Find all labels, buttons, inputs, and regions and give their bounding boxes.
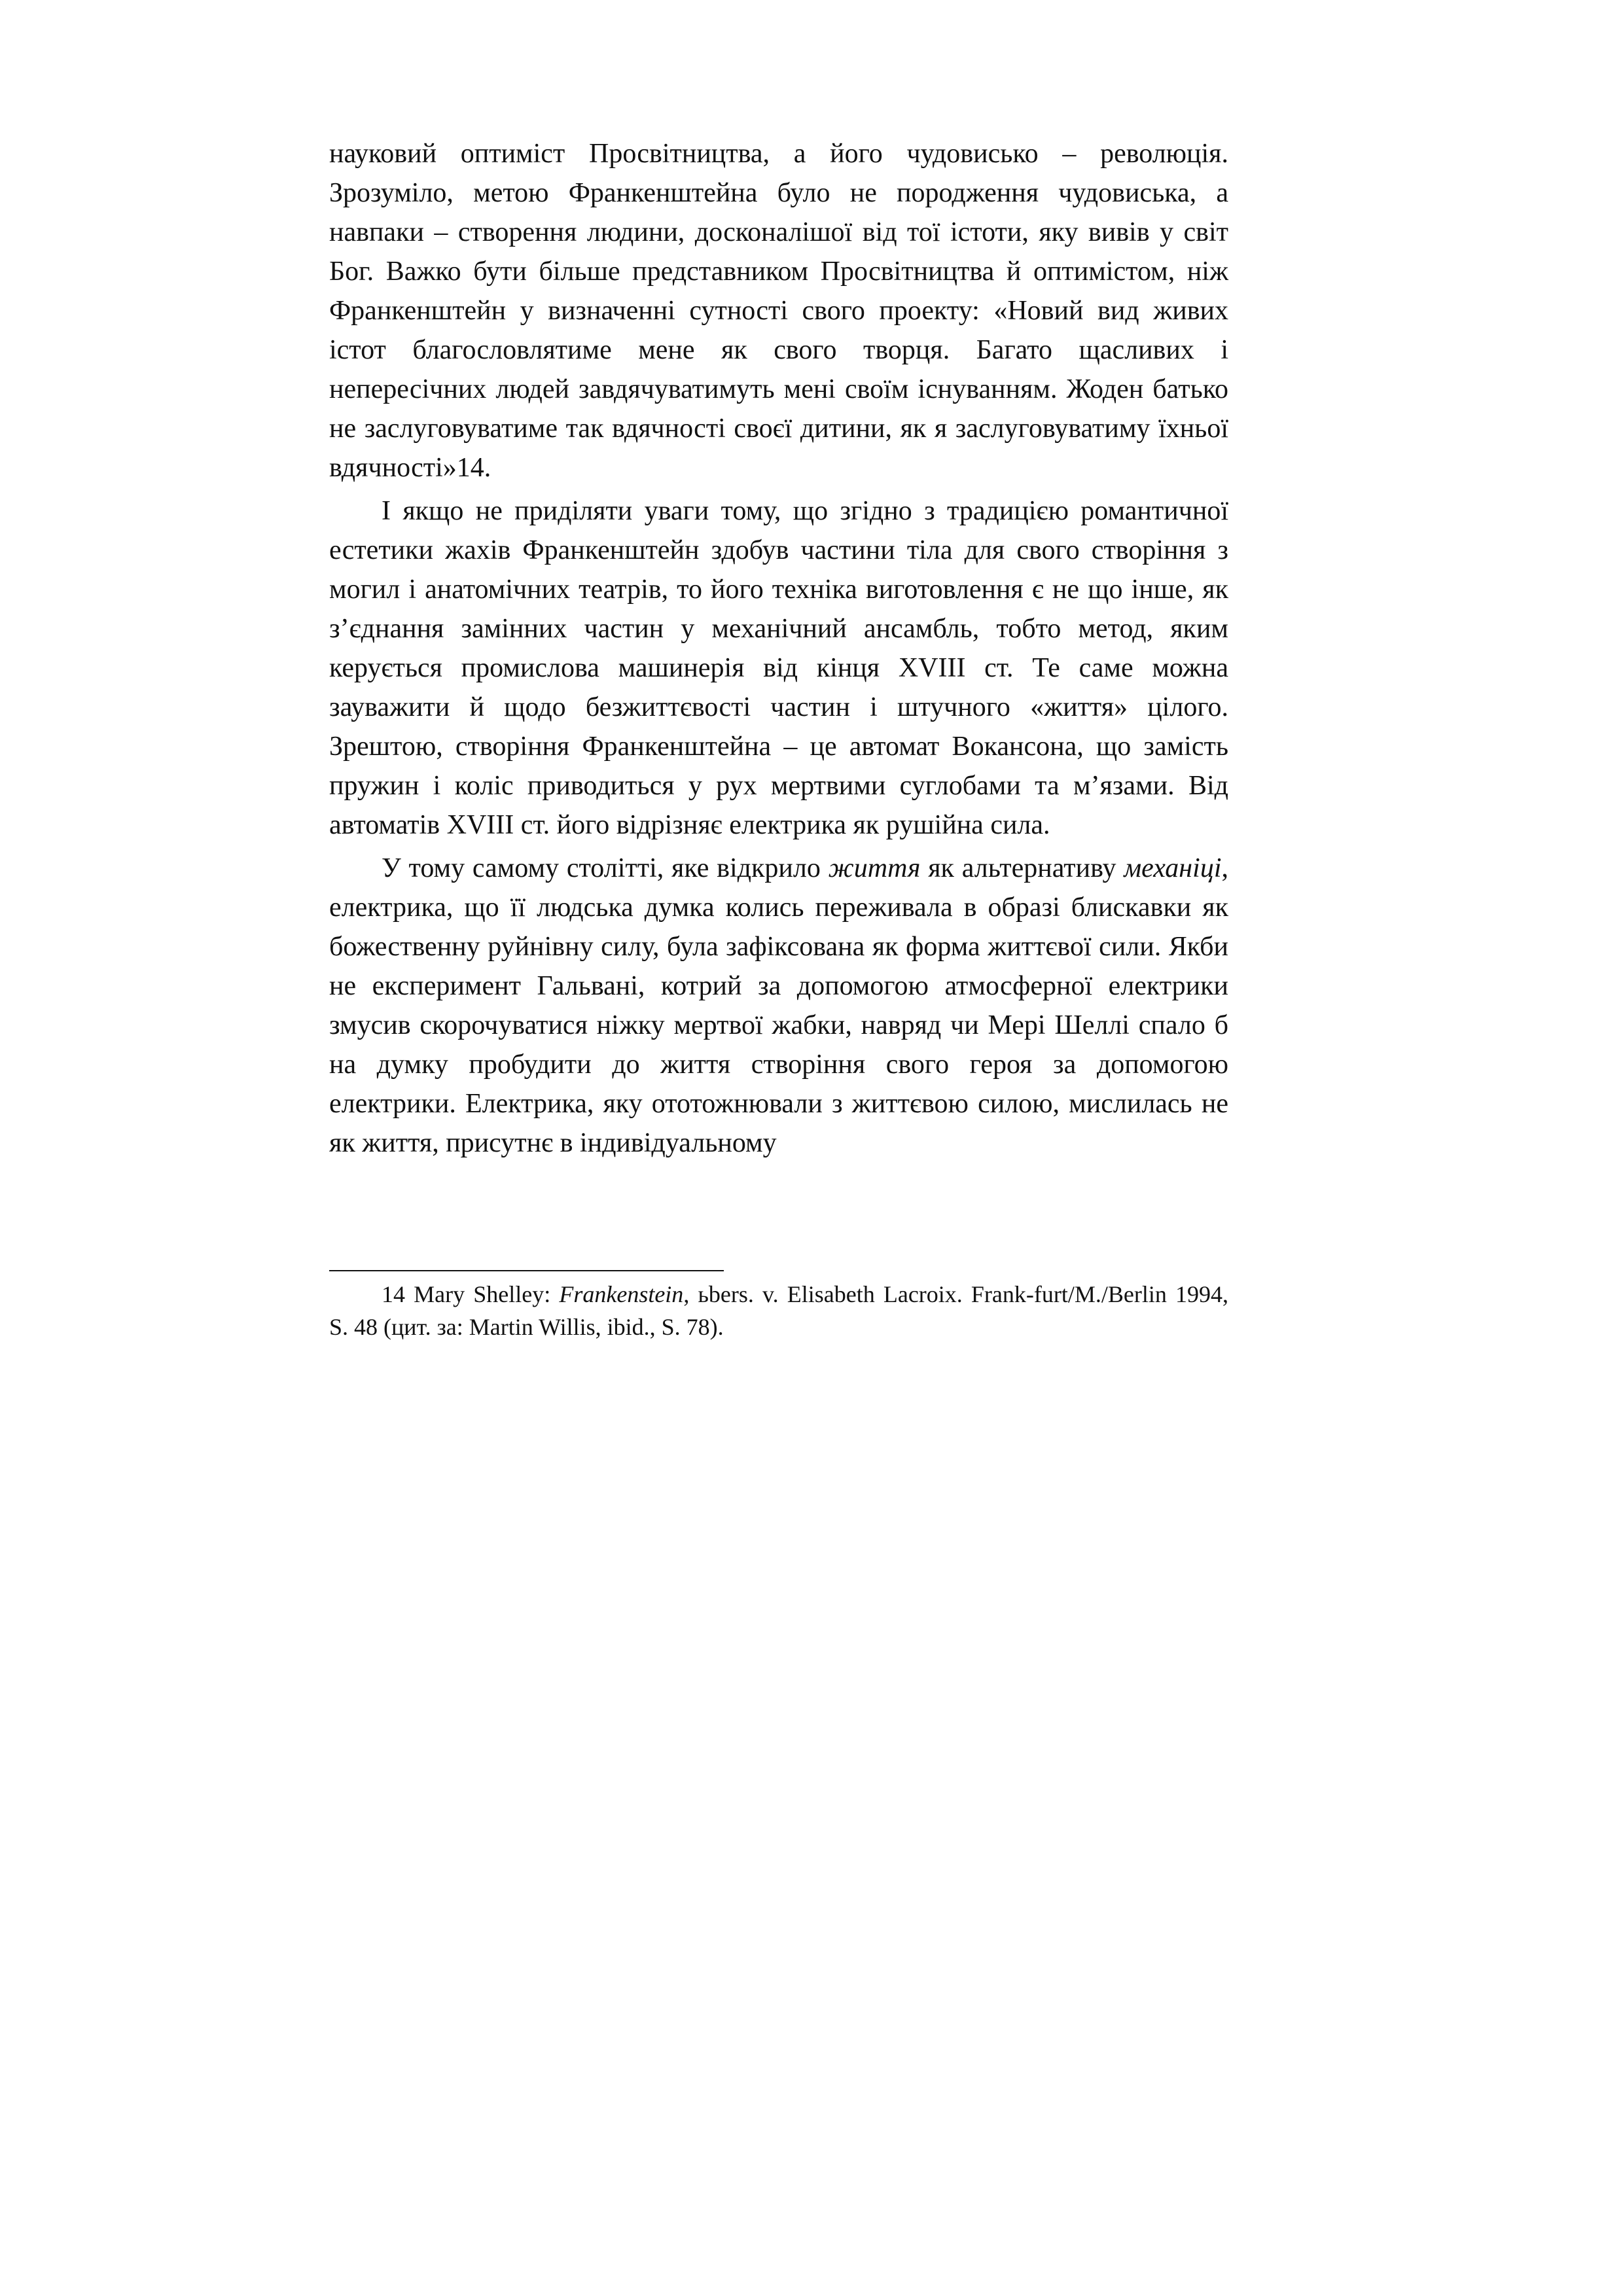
paragraph-2: І якщо не приділяти уваги тому, що згідно з традицією романтичної естетики жахів Франкенштейн здобув частини тіла для свого створіння з могил і анатомічних театрів, то його техніка виготовлення є не що інше, як з’єднання замінних частин у механічний ансамбль, тобто метод, яким керується промислова машинерія від кінця XVIII ст. Те саме можна зауважити й щодо безжиттєвості частин і штучного «життя» цілого. Зрештою, створіння Франкенштейна – це автомат Вокансона, що замість пружин і коліс приводиться у рух мертвими суглобами та м’язами. Від автоматів XVIII ст. його відрізняє електрика як рушійна сила. [329,496,1228,840]
paragraph-1: науковий оптиміст Просвітництва, а його чудовисько – революція. Зрозуміло, метою Франкенштейна було не породження чудовиська, а навпаки – створення людини, досконалішої від тої істоти, яку вивів у світ Бог. Важко бути більше представником Просвітництва й оптимістом, ніж Франкенштейн у визначенні сутності свого проекту: «Новий вид живих істот благословлятиме мене як свого творця. Багато щасливих і непересічних людей завдячуватимуть мені своїм існуванням. Жоден батько не заслуговуватиме так вдячності своєї дитини, як я заслуговуватиму їхньої вдячності»14. [329,139,1228,483]
footnote-book-title: Frankenstein [559,1281,684,1307]
paragraph-3-text-end: , електрика, що її людська думка колись переживала в образі блискавки як божественну руйнівну силу, була зафіксована як форма життєвої сили. Якби не експеримент Гальвані, котрий за допомогою атмосферної електрики змусив скорочуватися ніжку мертвої жабки, навряд чи Мері Шеллі спало б на думку пробудити до життя створіння свого героя за допомогою електрики. Електрика, яку ототожнювали з життєвою силою, мислилась не як життя, присутнє в індивідуальному [329,853,1228,1158]
footnote-separator [329,1270,724,1271]
emphasis-mechanics: механіці [1124,853,1222,883]
footnote-14 [329,1278,1228,1343]
footnote-text-start: 14 Mary Shelley: [382,1281,560,1307]
main-text [329,134,1228,1163]
paragraph-3-text-start: У тому самому столітті, яке відкрило [382,853,829,883]
footnote-text-end: , ьbers. v. Elisabeth Lacroix. Frank-furt/M./Berlin 1994, S. 48 (цит. за: Martin Willis, ibid., S. 78). [329,1281,1228,1340]
emphasis-life: життя [828,853,921,883]
paragraph-3 [329,849,1228,1163]
paragraph-3-text-mid: як альтернативу [920,853,1124,883]
